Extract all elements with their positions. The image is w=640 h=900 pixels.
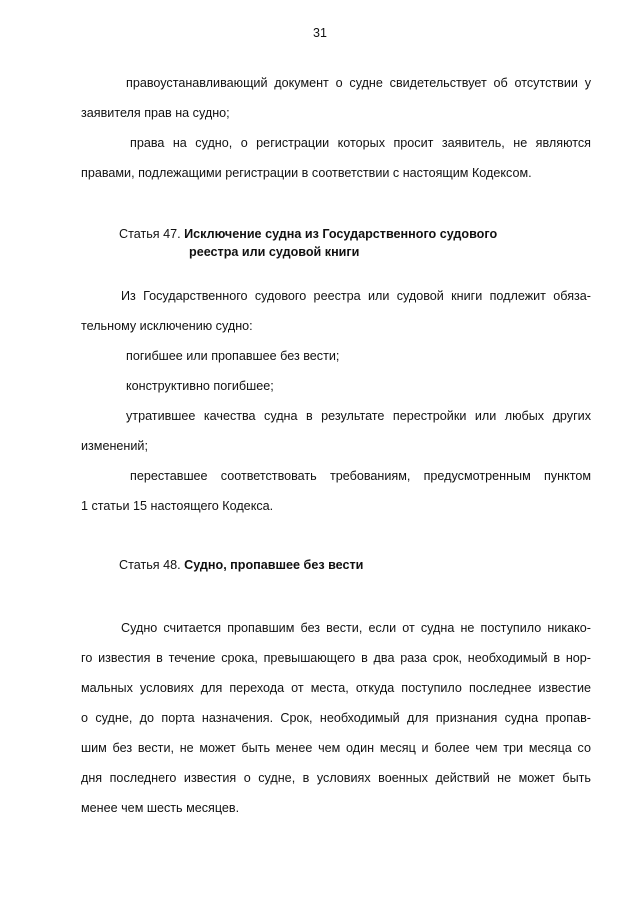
text-line: тельному исключению судно: — [81, 319, 253, 333]
text-line: Из Государственного судового реестра или судовой книги подлежит обяза- — [121, 289, 591, 303]
article-48-heading — [119, 556, 363, 574]
text-line: 1 статьи 15 настоящего Кодекса. — [81, 499, 274, 513]
article-48-title: Судно, пропавшее без вести — [184, 558, 364, 572]
text-line: правоустанавливающий документ о судне свидетельствует об отсутствии у — [126, 76, 591, 90]
text-line: права на судно, о регистрации которых просит заявитель, не являются — [130, 136, 591, 150]
text-line: мальных условиях для перехода от места, откуда поступило последнее известие — [81, 681, 591, 695]
article-47-title: Исключение судна из Государственного судового — [184, 227, 498, 241]
list-item: переставшее соответствовать требованиям, предусмотренным пунктом — [130, 469, 591, 483]
text-line: менее чем шесть месяцев. — [81, 801, 240, 815]
text-line: правами, подлежащими регистрации в соответствии с настоящим Кодексом. — [81, 166, 532, 180]
list-item: утратившее качества судна в результате перестройки или любых других — [126, 409, 591, 423]
text-line: дня последнего известия о судне, в условиях военных действий не может быть — [81, 771, 591, 785]
text-line: шим без вести, не может быть менее чем один месяц и более чем три месяца со — [81, 741, 591, 755]
text-line: го известия в течение срока, превышающего в два раза срок, необходимый в нор- — [81, 651, 591, 665]
article-47-heading — [119, 225, 497, 243]
article-48-prefix: Статья 48. — [119, 558, 185, 572]
text-line: изменений; — [81, 439, 148, 453]
article-47-title-line2: реестра или судовой книги — [189, 245, 360, 259]
list-item: погибшее или пропавшее без вести; — [126, 349, 340, 363]
page-number: 31 — [313, 26, 327, 40]
text-line: заявителя прав на судно; — [81, 106, 230, 120]
article-47-prefix: Статья 47. — [119, 227, 185, 241]
text-line: о судне, до порта назначения. Срок, необходимый для признания судна пропав- — [81, 711, 591, 725]
list-item: конструктивно погибшее; — [126, 379, 274, 393]
text-line: Судно считается пропавшим без вести, если от судна не поступило никако- — [121, 621, 591, 635]
